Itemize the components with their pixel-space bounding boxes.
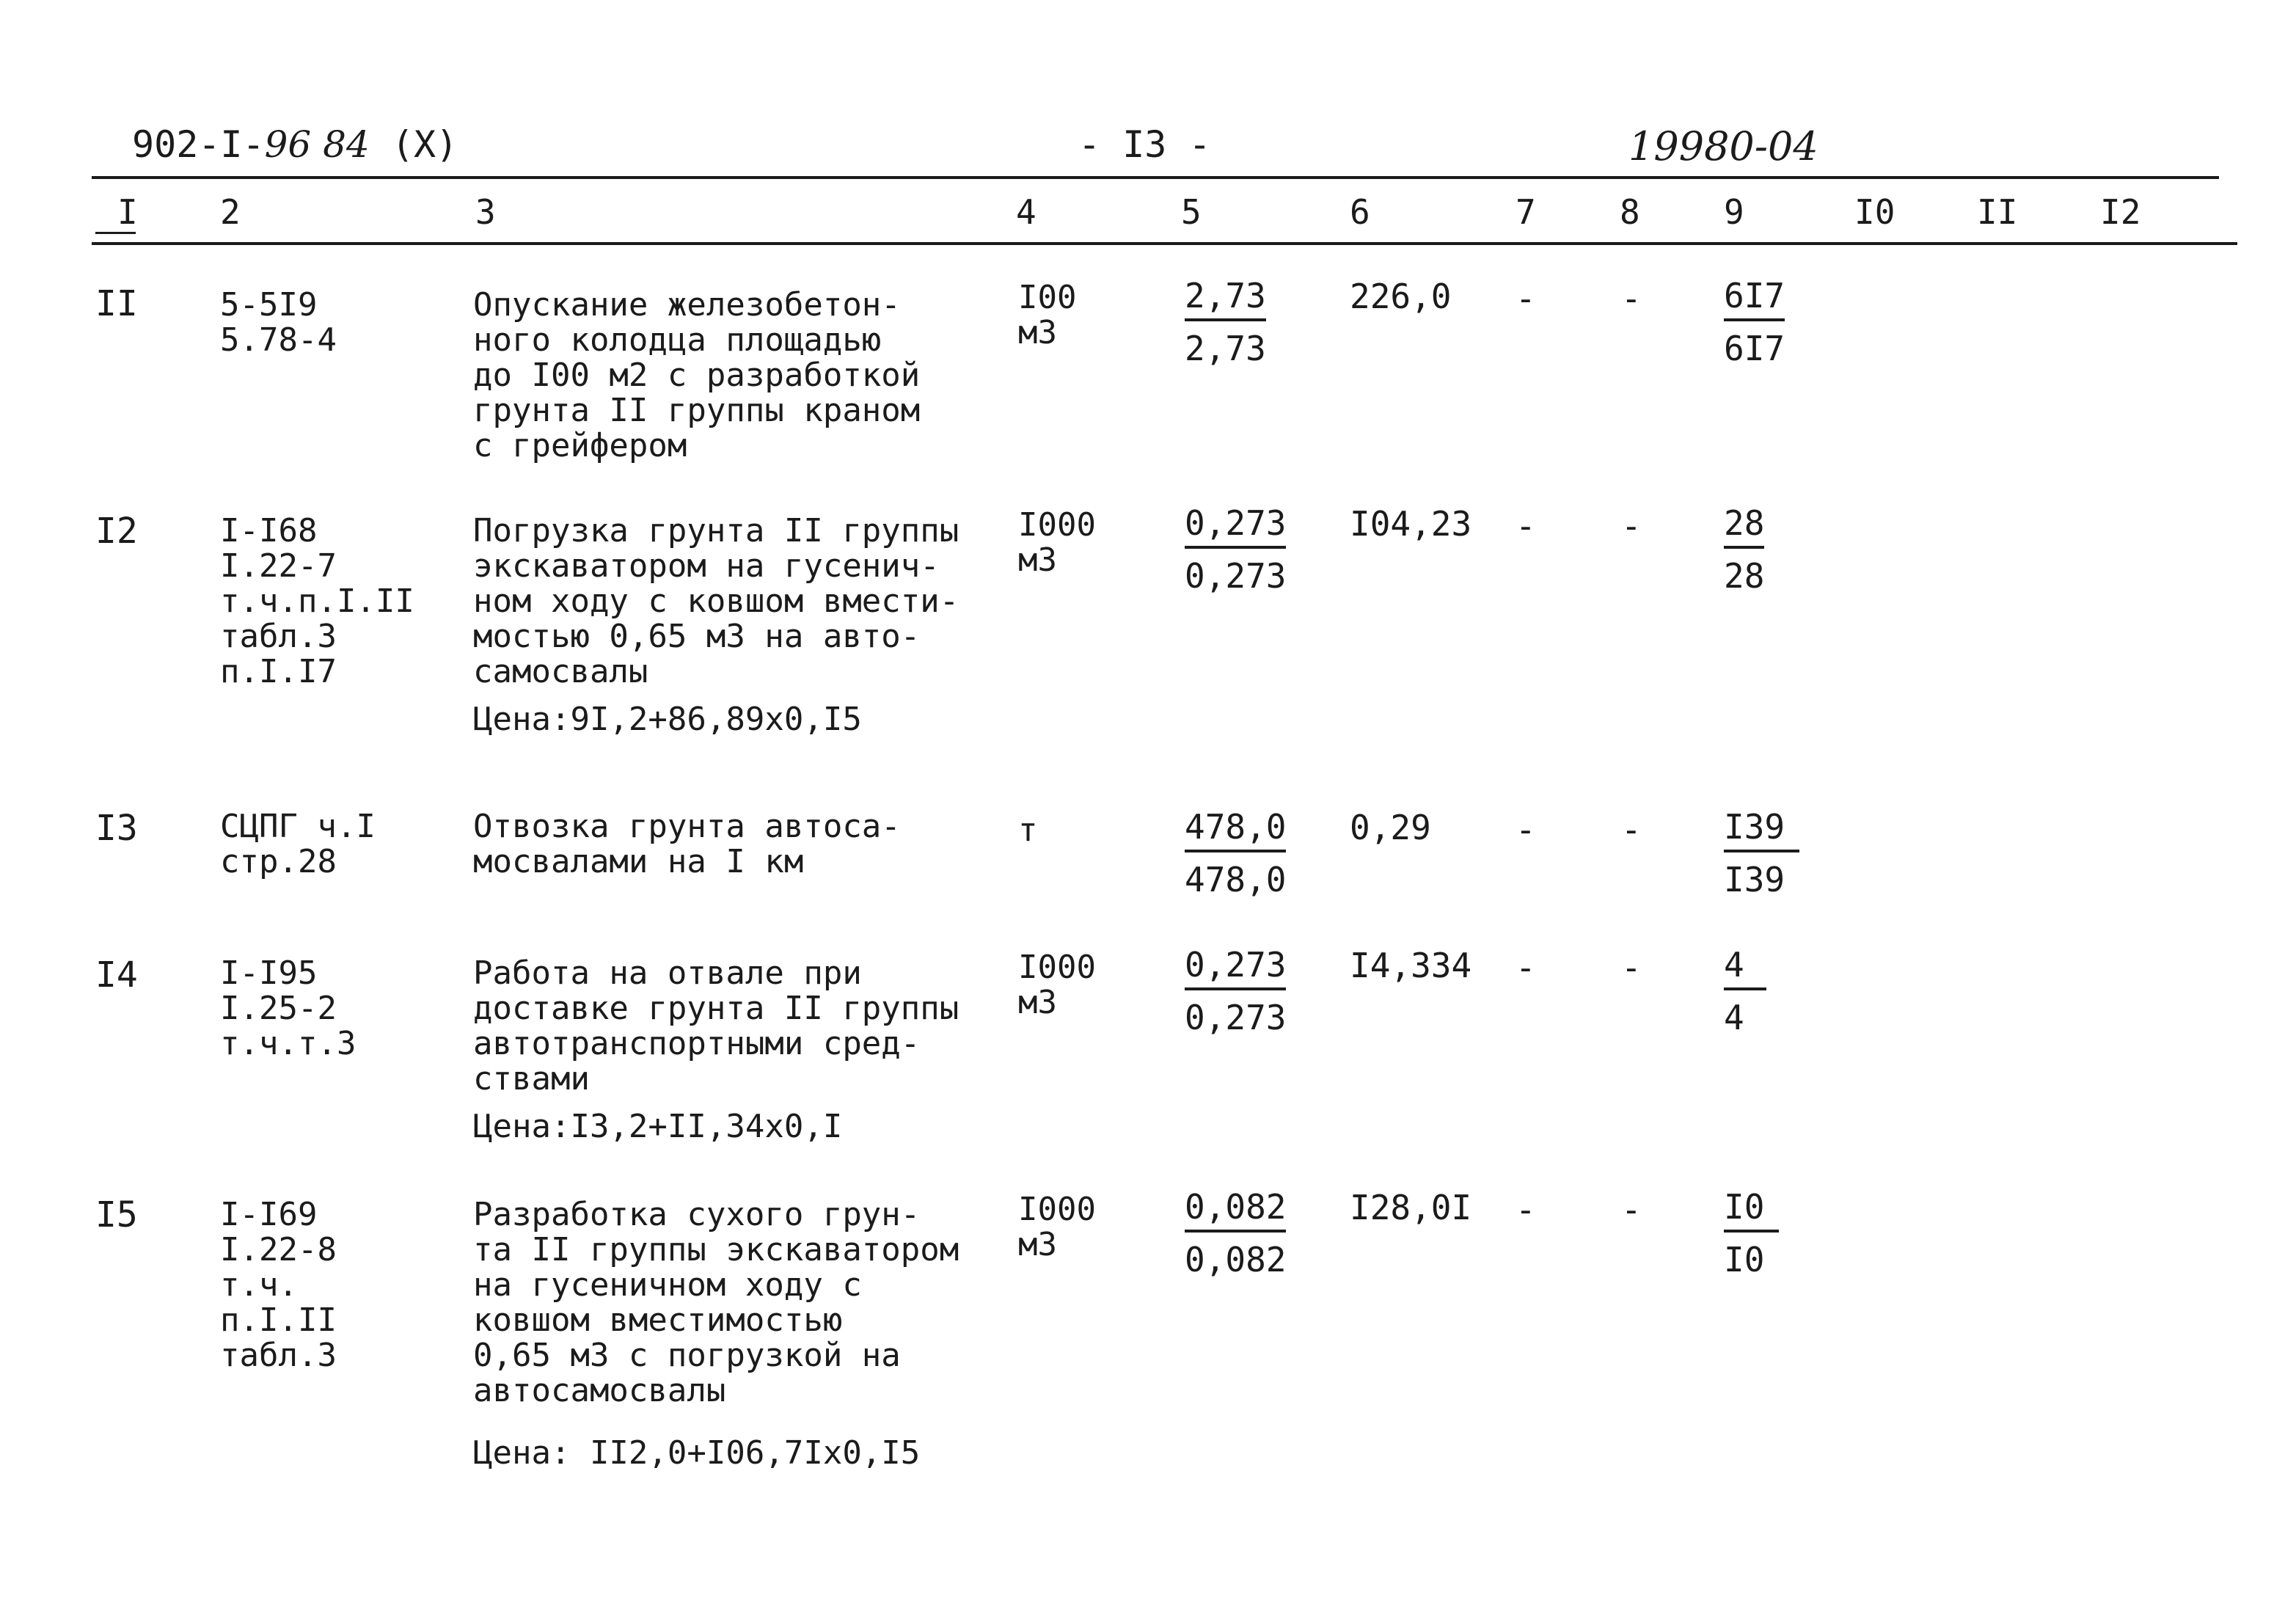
norm-code: СЦПГ ч.I стр.28	[220, 808, 376, 880]
document-code	[132, 123, 458, 166]
unit: I000 м3	[1018, 1191, 1096, 1263]
column-header-2: 2	[220, 192, 241, 232]
total	[1724, 277, 1785, 367]
column-header-6: 6	[1350, 192, 1370, 232]
quantity-bottom: 0,082	[1185, 1240, 1287, 1279]
column-7-value: -	[1516, 1190, 1536, 1230]
column-8-value: -	[1621, 279, 1642, 318]
header-bottom-rule	[92, 242, 2237, 245]
total	[1724, 946, 1766, 1036]
price-formula: Цена:I3,2+II,34х0,I	[473, 1108, 843, 1145]
total-bottom: 4	[1724, 998, 1744, 1037]
column-header-12: I2	[2100, 192, 2141, 232]
quantity-bottom: 478,0	[1185, 860, 1287, 899]
total	[1724, 808, 1799, 898]
unit-price: 226,0	[1350, 277, 1452, 316]
unit-price: 0,29	[1350, 808, 1431, 847]
row-number: I2	[95, 511, 138, 552]
column-header-7: 7	[1516, 192, 1536, 232]
norm-code: I-I68 I.22-7 т.ч.п.I.II табл.3 п.I.I7	[220, 512, 414, 690]
column-7-value: -	[1516, 506, 1536, 546]
quantity	[1185, 505, 1286, 594]
total	[1724, 1188, 1779, 1278]
total-top: 6I7	[1724, 277, 1785, 321]
column-header-5: 5	[1181, 192, 1202, 232]
quantity	[1185, 946, 1286, 1036]
total-top: 4	[1724, 946, 1766, 990]
column-header-11: II	[1977, 192, 2018, 232]
total-bottom: 6I7	[1724, 329, 1785, 368]
column-header-9: 9	[1724, 192, 1744, 232]
price-formula: Цена:9I,2+86,89х0,I5	[473, 701, 862, 738]
column-8-value: -	[1621, 506, 1642, 546]
column-header-3: 3	[475, 192, 496, 232]
column-8-value: -	[1621, 1190, 1642, 1230]
quantity-bottom: 0,273	[1185, 998, 1287, 1037]
column-header-4: 4	[1016, 192, 1037, 232]
column-7-value: -	[1516, 279, 1536, 318]
total-bottom: I0	[1724, 1240, 1765, 1279]
quantity-bottom: 2,73	[1185, 329, 1266, 368]
document-code-handwritten: 96 84	[264, 123, 370, 166]
quantity	[1185, 1188, 1286, 1278]
unit: т	[1018, 811, 1038, 849]
row-number: I5	[95, 1194, 138, 1235]
work-description: Отвозка грунта автоса- мосвалами на I км	[473, 808, 901, 880]
work-description: Погрузка грунта II группы экскаватором на гусенич- ном ходу с ковшом вмести- мостью 0,65 м3 на авто- самосвалы	[473, 512, 959, 690]
quantity	[1185, 277, 1266, 367]
row-number: I3	[95, 808, 138, 849]
unit: I000 м3	[1018, 949, 1096, 1021]
quantity-top: 0,273	[1185, 946, 1286, 990]
column-header-1: I	[117, 192, 138, 232]
row-number: II	[95, 283, 138, 324]
total-top: 28	[1724, 505, 1764, 549]
unit-price: I28,0I	[1350, 1188, 1472, 1227]
norm-code: 5-5I9 5.78-4	[220, 286, 337, 359]
unit-price: I04,23	[1350, 504, 1472, 544]
quantity-top: 478,0	[1185, 808, 1286, 852]
document-code-prefix: 902-I-	[132, 123, 265, 166]
quantity-top: 2,73	[1185, 277, 1266, 321]
header-top-rule	[92, 176, 2219, 179]
quantity	[1185, 808, 1286, 898]
unit: I000 м3	[1018, 506, 1096, 579]
total-bottom: I39	[1724, 860, 1785, 899]
column-8-value: -	[1621, 810, 1642, 850]
column-7-value: -	[1516, 810, 1536, 850]
column-1-underline	[95, 232, 136, 234]
unit: I00 м3	[1018, 279, 1077, 351]
column-7-value: -	[1516, 948, 1536, 987]
document-number: 19980-04	[1628, 123, 1818, 169]
total	[1724, 505, 1764, 594]
work-description: Разработка сухого грун- та II группы экскаватором на гусеничном ходу с ковшом вместимостью 0,65 м3 с погрузкой на автосамосвалы	[473, 1196, 959, 1409]
total-top: I39	[1724, 808, 1799, 852]
column-8-value: -	[1621, 948, 1642, 987]
price-formula: Цена: II2,0+I06,7Iх0,I5	[473, 1434, 921, 1472]
total-top: I0	[1724, 1188, 1779, 1233]
unit-price: I4,334	[1350, 946, 1472, 985]
norm-code: I-I69 I.22-8 т.ч. п.I.II табл.3	[220, 1196, 337, 1374]
row-number: I4	[95, 954, 138, 996]
quantity-top: 0,273	[1185, 505, 1286, 549]
total-bottom: 28	[1724, 556, 1765, 596]
norm-code: I-I95 I.25-2 т.ч.т.3	[220, 954, 357, 1062]
work-description: Опускание железобетон- ного колодца площадью до I00 м2 с разработкой грунта II группы краном с грейфером	[473, 286, 921, 464]
column-header-8: 8	[1620, 192, 1640, 232]
page-number: - I3 -	[1078, 123, 1211, 166]
document-code-suffix: (X)	[391, 123, 458, 166]
column-header-10: I0	[1854, 192, 1895, 232]
quantity-top: 0,082	[1185, 1188, 1286, 1233]
work-description: Работа на отвале при доставке грунта II группы автотранспортными сред- ствами	[473, 954, 959, 1098]
quantity-bottom: 0,273	[1185, 556, 1287, 596]
